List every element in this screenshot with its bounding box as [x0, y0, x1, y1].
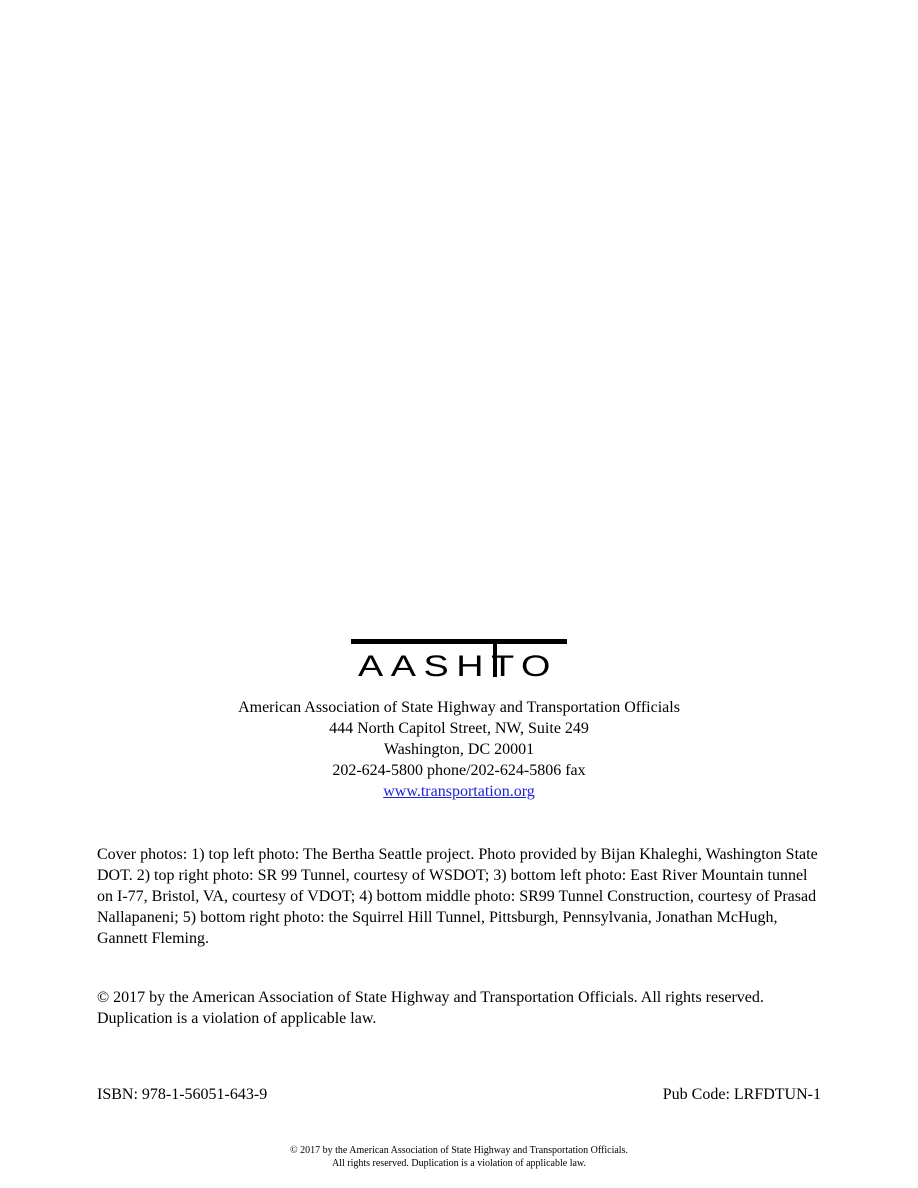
address-block [0, 697, 918, 802]
page-footer [0, 1144, 918, 1170]
phone-fax: 202-624-5800 phone/202-624-5806 fax [332, 762, 586, 779]
cover-photos-credit: Cover photos: 1) top left photo: The Bertha Seattle project. Photo provided by Bijan Khaleghi, Washington State DOT. 2) top right photo: SR 99 Tunnel, courtesy of WSDOT; 3) bottom left photo: East River Mountain tunnel on I-77, Bristol, VA, courtesy of VDOT; 4) bottom middle photo: SR99 Tunnel Construction, courtesy of Prasad Nallapaneni; 5) bottom right photo: the Squirrel Hill Tunnel, Pittsburgh, Pennsylvania, Jonathan McHugh, Gannett Fleming. [97, 846, 818, 947]
aashto-logo-text: AASHTO [358, 650, 558, 681]
footer-line-2: All rights reserved. Duplication is a violation of applicable law. [331, 1158, 586, 1169]
street-address: 444 North Capitol Street, NW, Suite 249 [329, 720, 589, 737]
copyright-notice: © 2017 by the American Association of State Highway and Transportation Officials. All rights reserved. Duplication is a violation of applicable law. [97, 989, 764, 1027]
website-link[interactable]: www.transportation.org [383, 783, 535, 800]
aashto-logo-icon [351, 639, 567, 681]
aashto-logo [351, 639, 567, 681]
pub-code: Pub Code: LRFDTUN-1 [662, 1086, 821, 1103]
publication-info [97, 1084, 821, 1105]
footer-line-1: © 2017 by the American Association of State Highway and Transportation Officials. [290, 1145, 628, 1156]
city-state-zip: Washington, DC 20001 [383, 741, 535, 758]
isbn: ISBN: 978-1-56051-643-9 [97, 1086, 268, 1103]
organization-name: American Association of State Highway and Transportation Officials [238, 699, 680, 716]
